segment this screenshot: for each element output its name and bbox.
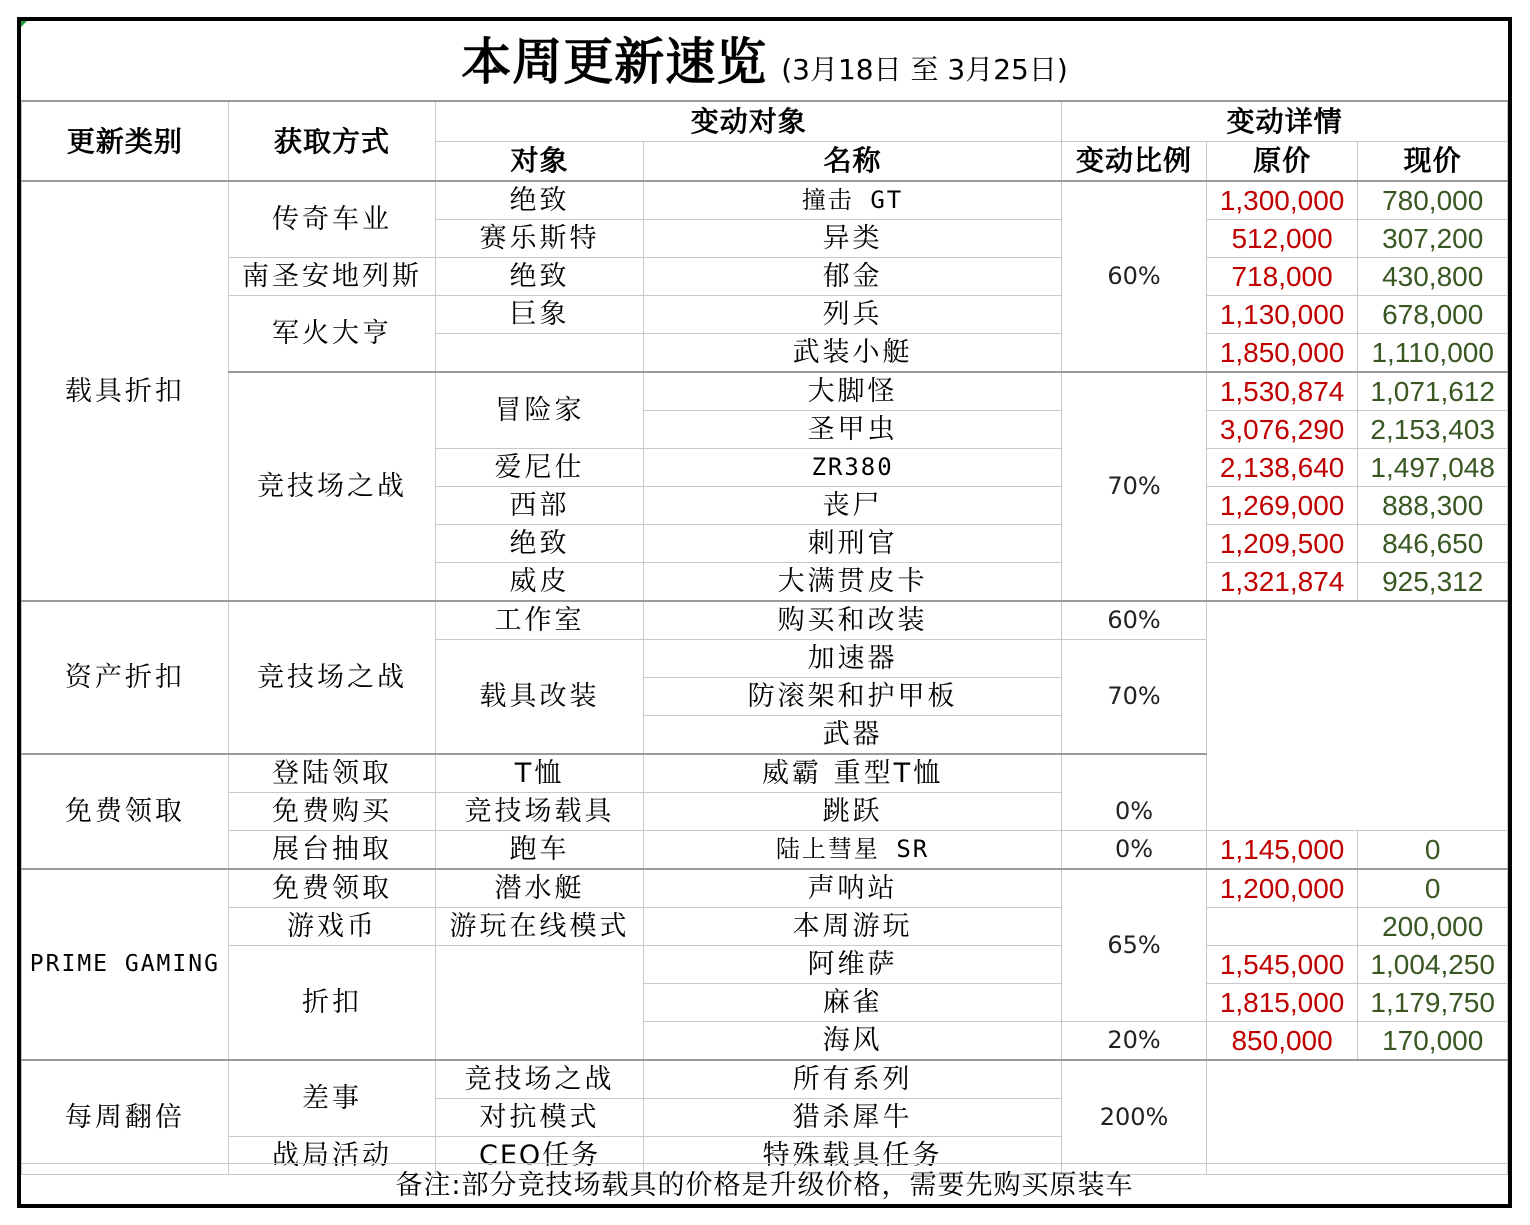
object-cell: 绝致: [436, 525, 644, 563]
ratio-cell: 60%: [1062, 601, 1207, 640]
method-cell: 竞技场之战: [228, 601, 436, 754]
ratio-cell: 200%: [1062, 1060, 1207, 1175]
empty-price-block: [1206, 1060, 1507, 1175]
cur-price-cell: 200,000: [1358, 908, 1508, 946]
cur-price-cell: 1,110,000: [1358, 334, 1508, 373]
method-cell: 展台抽取: [228, 831, 436, 870]
name-cell: 武器: [643, 716, 1061, 755]
method-cell: 军火大亨: [228, 296, 436, 373]
name-cell: 撞击 GT: [643, 181, 1061, 220]
orig-price-cell: 512,000: [1206, 220, 1358, 258]
cur-price-cell: 0: [1358, 869, 1508, 908]
cur-price-cell: 0: [1358, 831, 1508, 870]
name-cell: 猎杀犀牛: [643, 1099, 1061, 1137]
object-cell: 载具改装: [436, 640, 644, 755]
weekly-update-sheet: [17, 17, 1512, 1208]
empty-price-block: [1206, 601, 1507, 831]
orig-price-cell: [1206, 908, 1358, 946]
object-cell: 绝致: [436, 181, 644, 220]
header-change-target: 变动对象: [436, 101, 1062, 141]
object-cell: 潜水艇: [436, 869, 644, 908]
header-change-detail: 变动详情: [1062, 101, 1508, 141]
object-cell: 竞技场载具: [436, 793, 644, 831]
orig-price-cell: 718,000: [1206, 258, 1358, 296]
name-cell: 列兵: [643, 296, 1061, 334]
cur-price-cell: 888,300: [1358, 487, 1508, 525]
name-cell: 加速器: [643, 640, 1061, 678]
object-cell: 爱尼仕: [436, 449, 644, 487]
method-cell: 免费购买: [228, 793, 436, 831]
name-cell: 声呐站: [643, 869, 1061, 908]
orig-price-cell: 1,850,000: [1206, 334, 1358, 373]
header-orig-price: 原价: [1206, 141, 1358, 181]
category-cell: 载具折扣: [22, 181, 229, 601]
orig-price-cell: 3,076,290: [1206, 411, 1358, 449]
name-cell: 刺刑官: [643, 525, 1061, 563]
object-cell: 游玩在线模式: [436, 908, 644, 946]
ratio-cell: 70%: [1062, 372, 1207, 601]
orig-price-cell: 850,000: [1206, 1022, 1358, 1061]
orig-price-cell: 2,138,640: [1206, 449, 1358, 487]
ratio-cell: 0%: [1062, 831, 1207, 870]
name-cell: 武装小艇: [643, 334, 1061, 373]
name-cell: 本周游玩: [643, 908, 1061, 946]
name-cell: 异类: [643, 220, 1061, 258]
orig-price-cell: 1,269,000: [1206, 487, 1358, 525]
method-cell: 游戏币: [228, 908, 436, 946]
object-cell: 赛乐斯特: [436, 220, 644, 258]
name-cell: 购买和改装: [643, 601, 1061, 640]
name-cell: ZR380: [643, 449, 1061, 487]
ratio-cell: 65%: [1062, 869, 1207, 1022]
object-cell: 西部: [436, 487, 644, 525]
object-cell: 威皮: [436, 563, 644, 602]
orig-price-cell: 1,209,500: [1206, 525, 1358, 563]
cur-price-cell: 925,312: [1358, 563, 1508, 602]
orig-price-cell: 1,300,000: [1206, 181, 1358, 220]
object-cell: 工作室: [436, 601, 644, 640]
object-cell: 冒险家: [436, 372, 644, 449]
name-cell: 丧尸: [643, 487, 1061, 525]
orig-price-cell: 1,545,000: [1206, 946, 1358, 984]
object-cell: [436, 946, 644, 1061]
method-cell: 竞技场之战: [228, 372, 436, 601]
method-cell: 折扣: [228, 946, 436, 1061]
orig-price-cell: 1,145,000: [1206, 831, 1358, 870]
object-cell: 巨象: [436, 296, 644, 334]
object-cell: 竞技场之战: [436, 1060, 644, 1099]
cur-price-cell: 846,650: [1358, 525, 1508, 563]
name-cell: 陆上彗星 SR: [643, 831, 1061, 870]
name-cell: 防滚架和护甲板: [643, 678, 1061, 716]
method-cell: 战局活动: [228, 1137, 436, 1175]
header-cur-price: 现价: [1358, 141, 1508, 181]
cur-price-cell: 1,179,750: [1358, 984, 1508, 1022]
update-table: [21, 100, 1508, 1175]
orig-price-cell: 1,200,000: [1206, 869, 1358, 908]
title-bar: [21, 21, 1508, 103]
remark-note: 备注:部分竞技场载具的价格是升级价格，需要先购买原装车: [21, 1163, 1508, 1204]
cur-price-cell: 1,497,048: [1358, 449, 1508, 487]
method-cell: 传奇车业: [228, 181, 436, 258]
header-name: 名称: [643, 141, 1061, 181]
category-cell: 资产折扣: [22, 601, 229, 754]
orig-price-cell: 1,130,000: [1206, 296, 1358, 334]
category-cell: 免费领取: [22, 754, 229, 869]
object-cell: 绝致: [436, 258, 644, 296]
page-title: 本周更新速览: [461, 33, 768, 91]
ratio-cell: 60%: [1062, 181, 1207, 372]
method-cell: 差事: [228, 1060, 436, 1137]
object-cell: [436, 334, 644, 373]
cur-price-cell: 780,000: [1358, 181, 1508, 220]
cur-price-cell: 1,004,250: [1358, 946, 1508, 984]
cur-price-cell: 2,153,403: [1358, 411, 1508, 449]
header-method: 获取方式: [228, 101, 436, 181]
object-cell: T恤: [436, 754, 644, 793]
name-cell: 所有系列: [643, 1060, 1061, 1099]
object-cell: 对抗模式: [436, 1099, 644, 1137]
cur-price-cell: 307,200: [1358, 220, 1508, 258]
ratio-cell: 20%: [1062, 1022, 1207, 1061]
header-object: 对象: [436, 141, 644, 181]
header-ratio: 变动比例: [1062, 141, 1207, 181]
name-cell: 跳跃: [643, 793, 1061, 831]
object-cell: 跑车: [436, 831, 644, 870]
category-cell: 每周翻倍: [22, 1060, 229, 1175]
orig-price-cell: 1,530,874: [1206, 372, 1358, 411]
name-cell: 圣甲虫: [643, 411, 1061, 449]
method-cell: 登陆领取: [228, 754, 436, 793]
name-cell: 麻雀: [643, 984, 1061, 1022]
category-cell: PRIME GAMING: [22, 869, 229, 1060]
cur-price-cell: 430,800: [1358, 258, 1508, 296]
header-category: 更新类别: [22, 101, 229, 181]
name-cell: 大脚怪: [643, 372, 1061, 411]
ratio-cell: 0%: [1062, 754, 1207, 831]
cur-price-cell: 170,000: [1358, 1022, 1508, 1061]
cur-price-cell: 678,000: [1358, 296, 1508, 334]
date-range: (3月18日 至 3月25日): [781, 53, 1068, 86]
ratio-cell: 70%: [1062, 640, 1207, 755]
name-cell: 特殊载具任务: [643, 1137, 1061, 1175]
name-cell: 阿维萨: [643, 946, 1061, 984]
method-cell: 免费领取: [228, 869, 436, 908]
object-cell: CEO任务: [436, 1137, 644, 1175]
orig-price-cell: 1,321,874: [1206, 563, 1358, 602]
cur-price-cell: 1,071,612: [1358, 372, 1508, 411]
orig-price-cell: 1,815,000: [1206, 984, 1358, 1022]
name-cell: 威霸 重型T恤: [643, 754, 1061, 793]
name-cell: 海风: [643, 1022, 1061, 1061]
name-cell: 大满贯皮卡: [643, 563, 1061, 602]
method-cell: 南圣安地列斯: [228, 258, 436, 296]
name-cell: 郁金: [643, 258, 1061, 296]
